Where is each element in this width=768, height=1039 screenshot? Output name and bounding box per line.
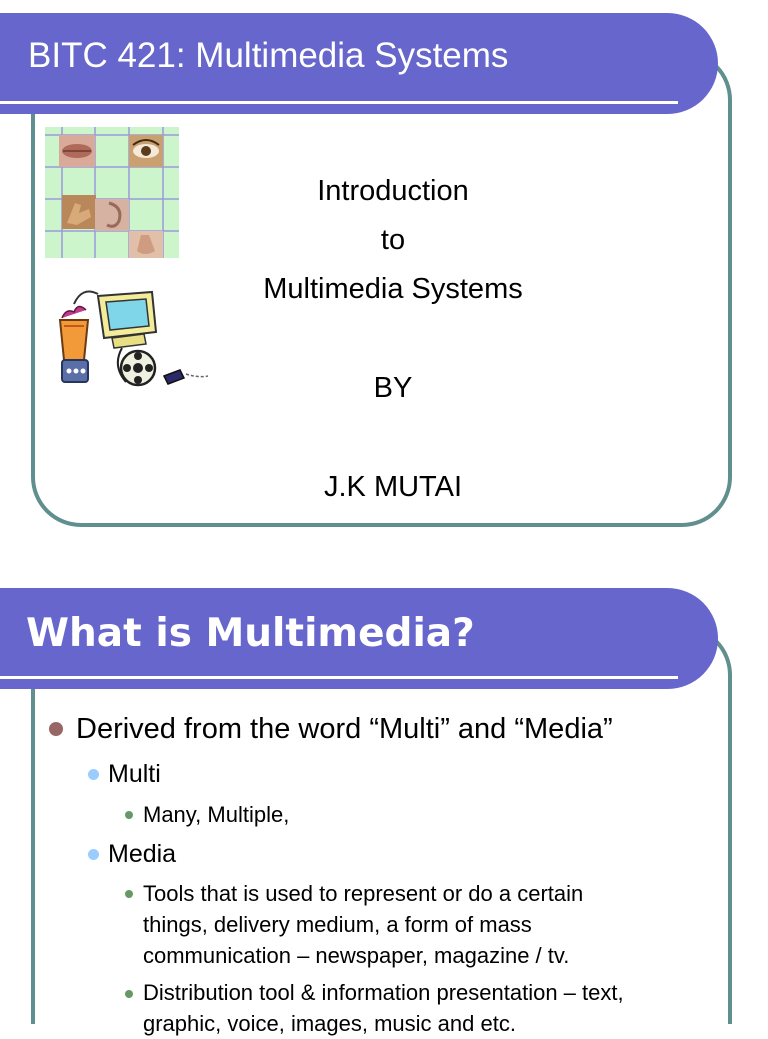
lips-icon xyxy=(59,135,95,167)
slide-2-title-rule xyxy=(0,676,678,679)
bullet-dot xyxy=(49,722,63,736)
author-line: J.K MUTAI xyxy=(323,471,463,503)
course-line: Multimedia Systems xyxy=(263,273,523,305)
media-distribution-line-1: Distribution tool & information presentation – text, xyxy=(143,980,624,1005)
by-line: BY xyxy=(373,372,413,404)
media-distribution-line-2: graphic, voice, images, music and etc. xyxy=(143,1011,516,1036)
slide-2-title: What is Multimedia? xyxy=(26,611,475,656)
bullet-multi-meaning: Many, Multiple, xyxy=(143,802,290,827)
bullet-dot xyxy=(125,890,133,898)
bullet-dot xyxy=(88,849,99,860)
media-definition-line-1: Tools that is used to represent or do a certain xyxy=(143,881,584,906)
to-line: to xyxy=(380,224,406,256)
slide-1-title: BITC 421: Multimedia Systems xyxy=(28,36,509,75)
bullet-multi: Multi xyxy=(108,760,161,788)
bullet-dot xyxy=(88,769,99,780)
eye-icon xyxy=(129,135,163,167)
intro-line: Introduction xyxy=(317,175,469,207)
bullet-media: Media xyxy=(108,840,177,868)
media-definition-line-3: communication – newspaper, magazine / tv. xyxy=(143,943,570,968)
bullet-derived: Derived from the word “Multi” and “Media” xyxy=(76,713,613,745)
bullet-dot xyxy=(125,990,133,998)
bullet-dot xyxy=(125,811,133,819)
slide-1-title-rule xyxy=(0,101,678,104)
media-definition-line-2: things, delivery medium, a form of mass xyxy=(143,912,532,937)
